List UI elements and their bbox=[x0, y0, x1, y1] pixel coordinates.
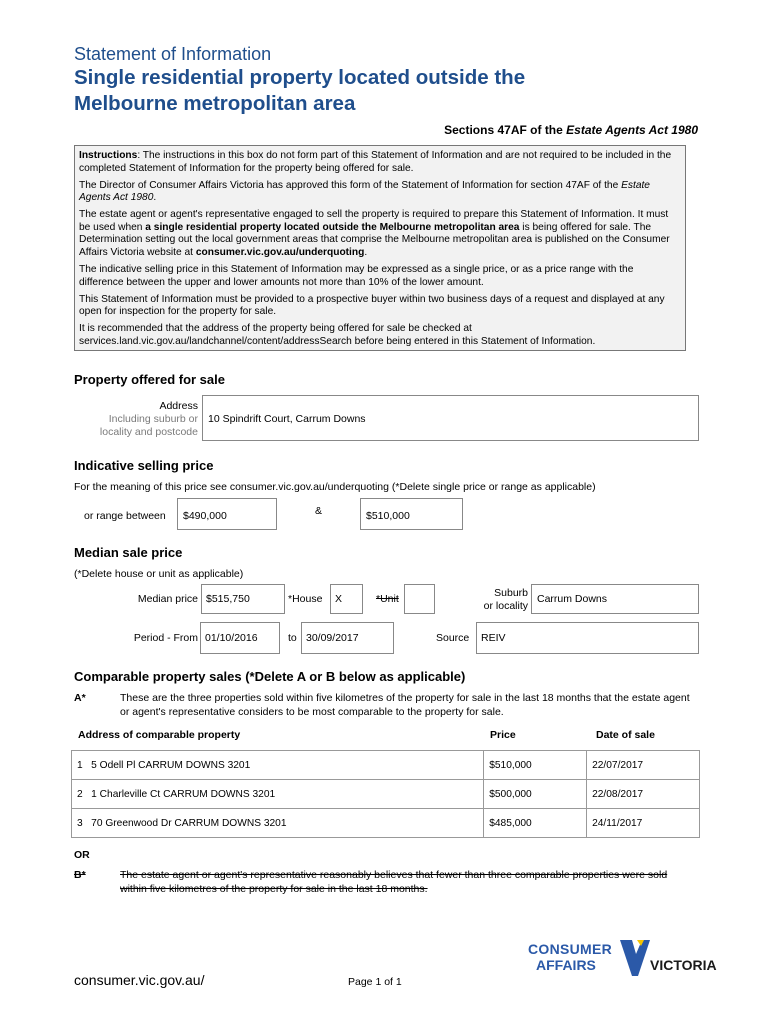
property-heading: Property offered for sale bbox=[74, 372, 225, 387]
row1-date[interactable]: 22/07/2017 bbox=[587, 751, 700, 780]
instructions-p5: This Statement of Information must be provided to a prospective buyer within two business days of a request and displayed at any open for inspection for the property for sale. bbox=[79, 293, 665, 318]
sections-prefix: Sections 47AF of the bbox=[444, 123, 567, 137]
range-high-field[interactable]: $510,000 bbox=[360, 498, 463, 530]
median-heading: Median sale price bbox=[74, 545, 183, 560]
instructions-box bbox=[74, 145, 686, 351]
logo-line3: VICTORIA bbox=[650, 957, 717, 973]
range-low-field[interactable]: $490,000 bbox=[177, 498, 277, 530]
document-label: Statement of Information bbox=[74, 44, 272, 64]
col-price-header: Price bbox=[490, 729, 516, 741]
victoria-v-icon bbox=[620, 940, 650, 976]
period-to-label: to bbox=[288, 632, 297, 644]
row3-date[interactable]: 24/11/2017 bbox=[587, 809, 700, 838]
median-price-label: Median price bbox=[137, 593, 198, 605]
sections-reference bbox=[444, 123, 698, 137]
source-label: Source bbox=[436, 632, 470, 644]
house-checkbox[interactable]: X bbox=[330, 584, 363, 614]
or-label: OR bbox=[74, 849, 90, 861]
row2-date[interactable]: 22/08/2017 bbox=[587, 780, 700, 809]
address-field[interactable]: 10 Spindrift Court, Carrum Downs bbox=[202, 395, 699, 441]
period-label: Period - From bbox=[133, 632, 198, 644]
period-from-field[interactable]: 01/10/2016 bbox=[200, 622, 280, 654]
table-row bbox=[72, 809, 700, 838]
unit-label: *Unit bbox=[376, 593, 399, 605]
suburb-label: Suburb or locality bbox=[483, 587, 528, 612]
underquoting-link[interactable]: consumer.vic.gov.au/underquoting bbox=[195, 246, 365, 258]
range-label: or range between bbox=[84, 510, 166, 522]
indicative-note: For the meaning of this price see consumer.vic.gov.au/underquoting (*Delete single price or range as applicable) bbox=[74, 481, 596, 493]
row1-price[interactable]: $510,000 bbox=[484, 751, 587, 780]
instructions-p2: The Director of Consumer Affairs Victoria has approved this form of the Statement of Information for section 47AF of the Estate Agents Act 1980. bbox=[79, 179, 650, 204]
row1-address[interactable]: 1 5 Odell Pl CARRUM DOWNS 3201 bbox=[72, 751, 484, 780]
option-b-text: The estate agent or agent's representative reasonably believes that fewer than three comparable properties were sold within five kilometres of the property for sale in the last 18 months. bbox=[120, 869, 668, 895]
instructions-p1: Instructions: The instructions in this box do not form part of this Statement of Information and are not required to be included in the completed Statement of Information for the property being offered for sale. bbox=[79, 150, 672, 174]
footer-url[interactable]: consumer.vic.gov.au/ bbox=[74, 972, 205, 988]
house-label: *House bbox=[288, 593, 323, 605]
col-address-header: Address of comparable property bbox=[78, 729, 241, 741]
table-row bbox=[72, 780, 700, 809]
col-date-header: Date of sale bbox=[596, 729, 655, 741]
consumer-affairs-victoria-logo bbox=[526, 940, 717, 982]
option-a-text: These are the three properties sold within five kilometres of the property for sale in the last 18 months that the estate agent or agent's representative considers to be most comparable to the property for sale. bbox=[120, 692, 690, 718]
page-number: Page 1 of 1 bbox=[348, 976, 402, 988]
option-b-label: B* bbox=[74, 869, 86, 881]
median-note: (*Delete house or unit as applicable) bbox=[74, 568, 244, 580]
suburb-field[interactable]: Carrum Downs bbox=[531, 584, 699, 614]
comparable-table bbox=[71, 750, 700, 838]
indicative-heading: Indicative selling price bbox=[74, 458, 214, 473]
logo-line1: CONSUMER bbox=[528, 941, 613, 957]
period-to-field[interactable]: 30/09/2017 bbox=[301, 622, 394, 654]
address-label: Address Including suburb or locality and postcode bbox=[99, 400, 198, 438]
row3-address[interactable]: 3 70 Greenwood Dr CARRUM DOWNS 3201 bbox=[72, 809, 484, 838]
page-title-line2: Melbourne metropolitan area bbox=[74, 92, 356, 115]
logo-line2: AFFAIRS bbox=[536, 957, 596, 973]
instructions-p3: The estate agent or agent's representative engaged to sell the property is required to prepare this Statement of Information. It must be used when a single residential property located outside the Melbourne metropolitan area is being offered for sale. The Determination setting out the local government areas that comprise the Melbourne metropolitan area is published on the Consumer Affairs Victoria website at consumer.vic.gov.au/underquoting. bbox=[79, 209, 670, 258]
instructions-label: Instructions bbox=[79, 150, 138, 161]
page-title-line1: Single residential property located outside the bbox=[74, 66, 526, 89]
row3-price[interactable]: $485,000 bbox=[484, 809, 587, 838]
table-row bbox=[72, 751, 700, 780]
row2-address[interactable]: 2 1 Charleville Ct CARRUM DOWNS 3201 bbox=[72, 780, 484, 809]
range-ampersand: & bbox=[315, 505, 323, 517]
row2-price[interactable]: $500,000 bbox=[484, 780, 587, 809]
instructions-p4: The indicative selling price in this Statement of Information may be expressed as a single price, or as a price range with the difference between the upper and lower amounts not more than 10% of the lower amount. bbox=[79, 263, 634, 288]
comparable-heading: Comparable property sales (*Delete A or B below as applicable) bbox=[74, 669, 466, 684]
unit-checkbox[interactable] bbox=[404, 584, 435, 614]
instructions-p6: It is recommended that the address of the property being offered for sale be checked at services.land.vic.gov.au/landchannel/content/addressSearch before being entered in this Statement of Information. bbox=[79, 323, 596, 347]
option-a-label: A* bbox=[74, 692, 86, 704]
source-field[interactable]: REIV bbox=[476, 622, 699, 654]
sections-act: Estate Agents Act 1980 bbox=[566, 123, 698, 137]
median-price-field[interactable]: $515,750 bbox=[201, 584, 285, 614]
